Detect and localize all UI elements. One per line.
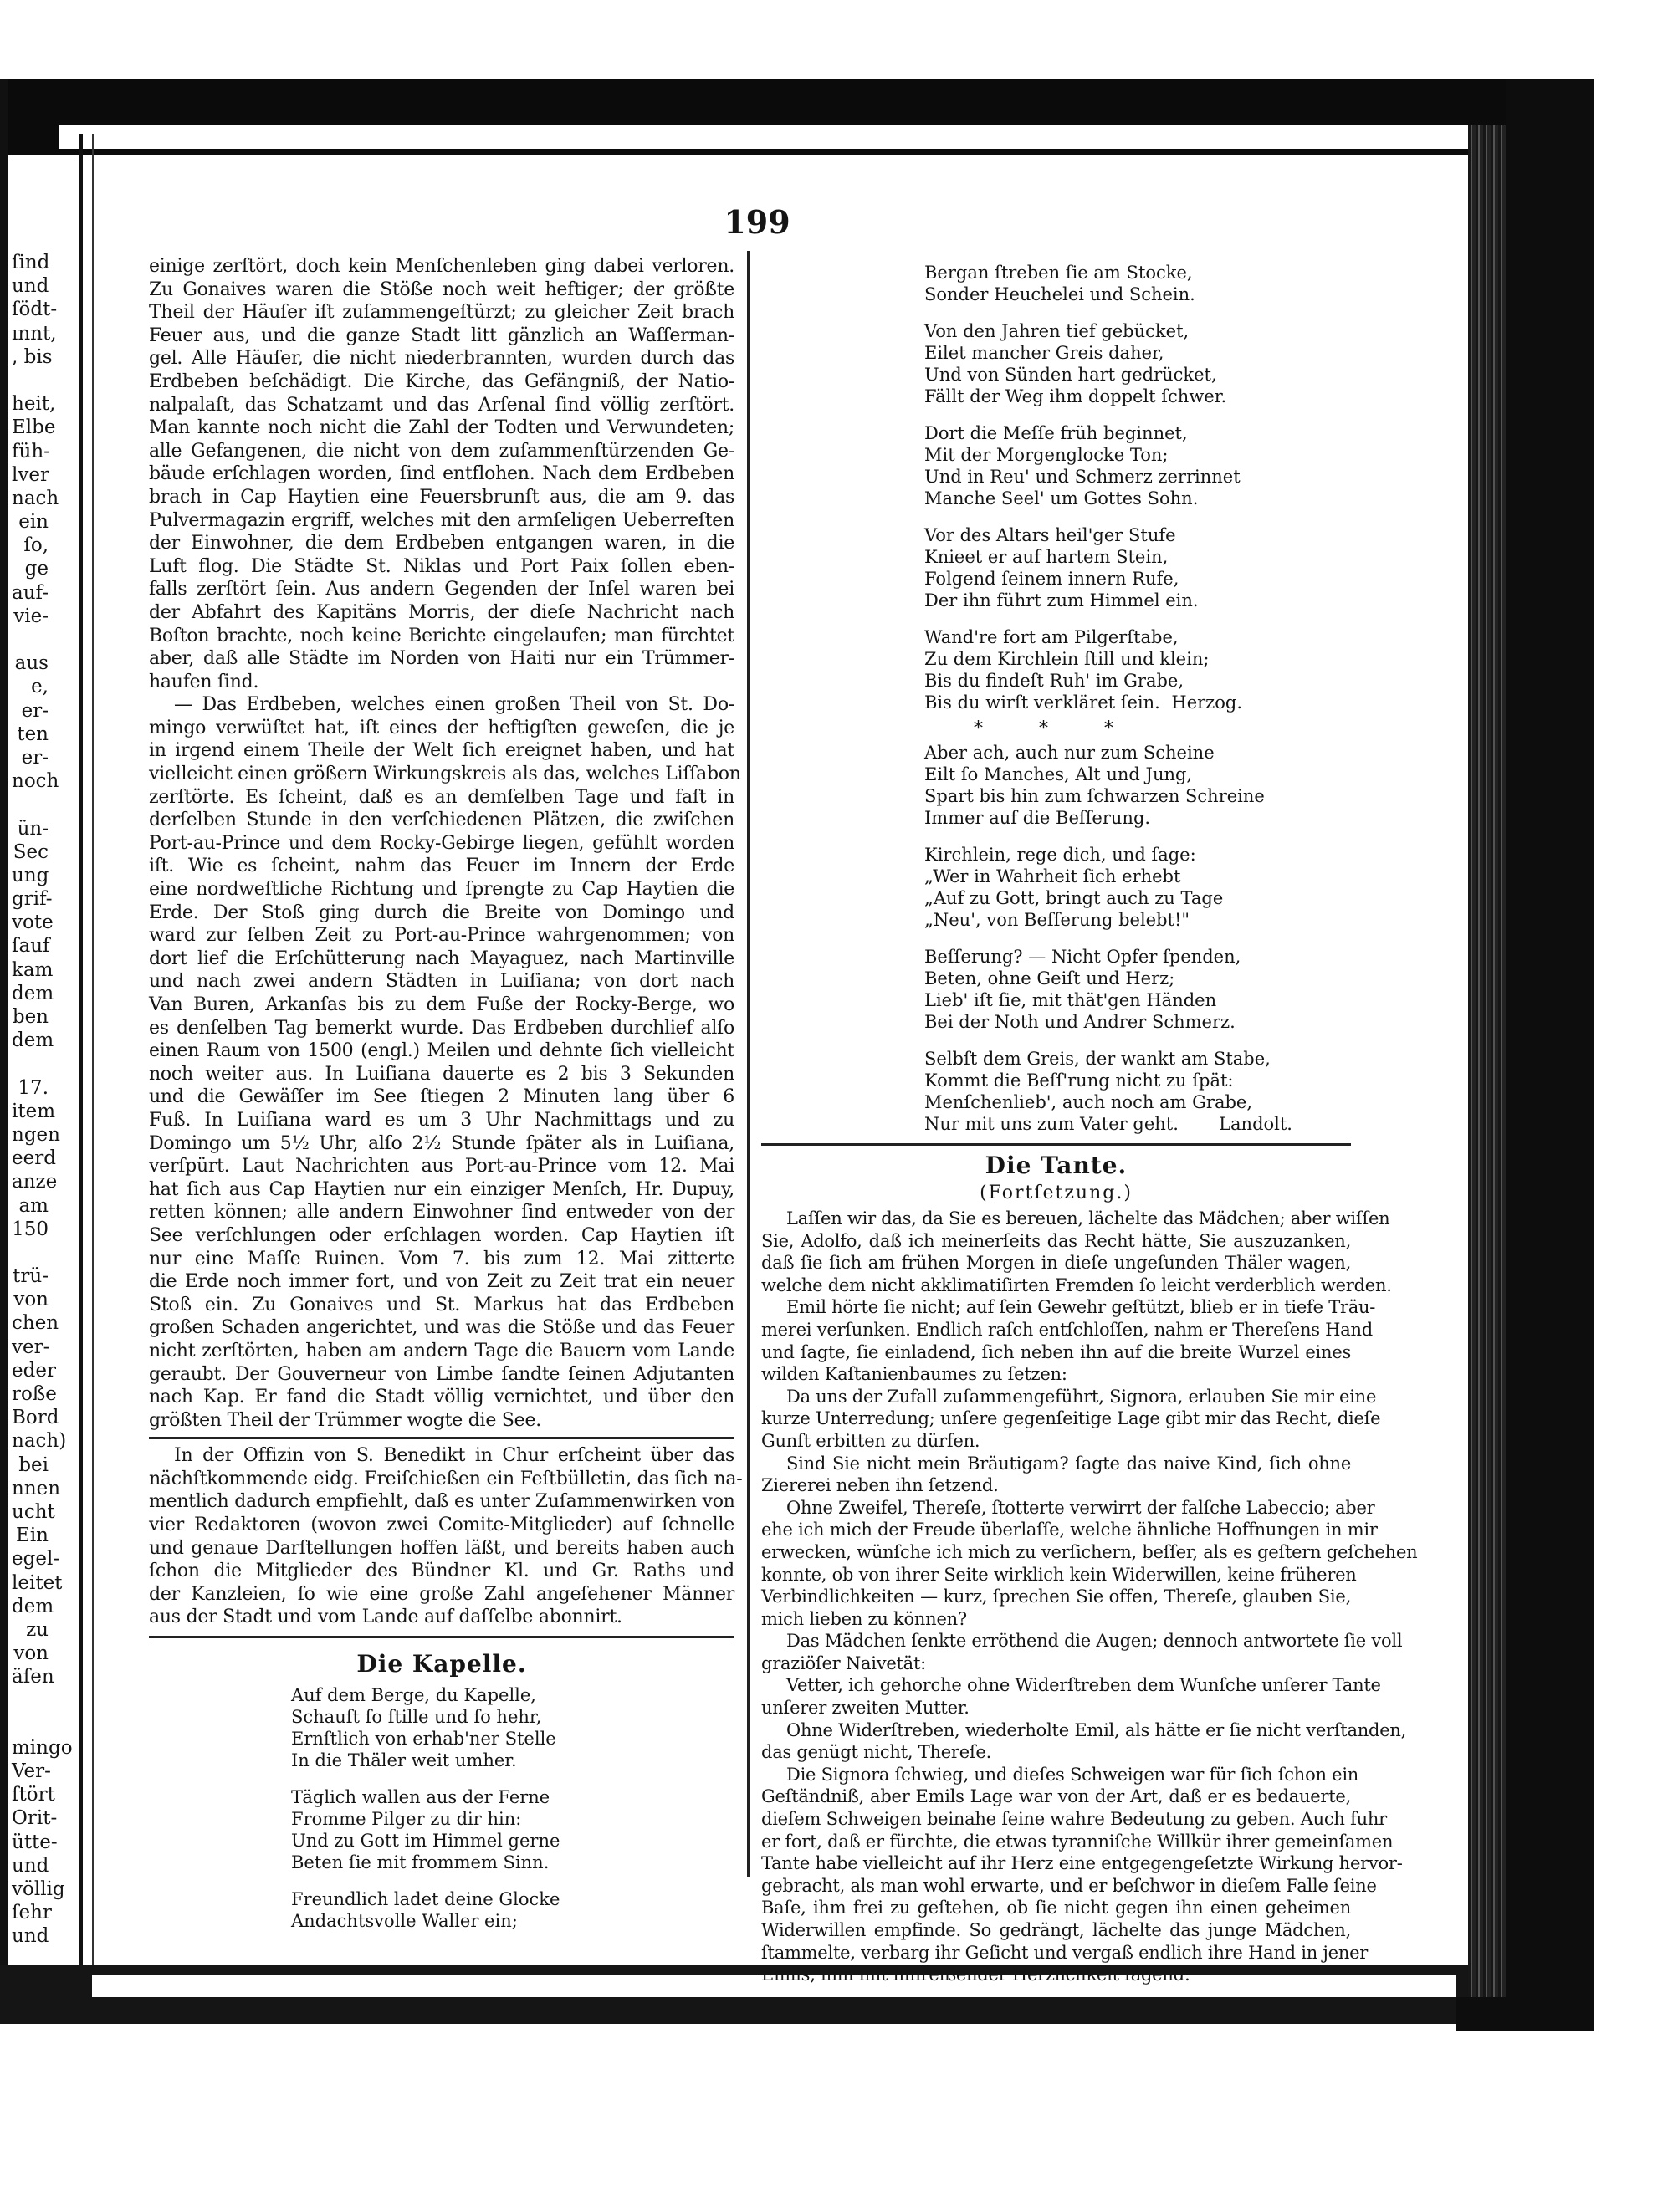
text-line: großen Schaden angerichtet, und was die Stöße und das Feuer <box>149 1317 734 1339</box>
text-line: alle Gefangenen, die nicht von dem zuſammenſtürzenden Ge- <box>149 440 734 462</box>
poem-line: Und von Sünden hart gedrücket, <box>924 365 1217 385</box>
poem-line: Dort die Meſſe früh beginnet, <box>924 423 1188 443</box>
prev-page-fragment: ſo, <box>23 534 49 557</box>
text-line: Laſſen wir das, da Sie es bereuen, lächelte das Mädchen; aber wiſſen <box>786 1208 1390 1229</box>
scan-corner <box>1456 1997 1594 2031</box>
stanza-gap <box>924 407 1351 422</box>
poem-line: Kommt die Beſſ'rung nicht zu ſpät: <box>924 1070 1234 1091</box>
text-line: dieſem Schweigen beinahe ſeine wahre Bedeutung zu geben. Auch fuhr <box>761 1809 1387 1830</box>
stanza-gap <box>924 509 1351 524</box>
text-line: unſerer zweiten Mutter. <box>761 1698 970 1719</box>
prev-page-fragment: item <box>12 1100 56 1122</box>
text-line: Port-au-Prince und dem Rocky-Gebirge liegen, gefühlt worden <box>149 832 734 854</box>
text-line: nicht zerſtörten, haben am andern Tage die Bauern vom Lande <box>149 1340 734 1361</box>
text-line: gel. Alle Häuſer, die nicht niederbrannten, wurden durch das <box>149 348 734 370</box>
text-line: Erdbeben beſchädigt. Die Kirche, das Gefängniß, der Natio- <box>149 370 734 392</box>
poem-line: Knieet er auf hartem Stein, <box>924 547 1169 567</box>
poem-line: Manche Seel' um Gottes Sohn. <box>924 488 1199 508</box>
poem-line: Folgend ſeinem innern Rufe, <box>924 569 1179 589</box>
stanza-gap <box>924 931 1351 946</box>
text-line: Theil der Häuſer iſt zuſammengeſtürzt; zu gleicher Zeit brach <box>149 302 734 324</box>
text-line: Tante habe vielleicht auf ihr Herz eine entgegengeſetzte Wirkung hervor- <box>761 1853 1403 1874</box>
prev-page-fragment: dem <box>12 982 54 1004</box>
prev-page-fragment: dem <box>12 1029 54 1052</box>
poem-line: Beten ſie mit frommem Sinn. <box>291 1852 550 1873</box>
prev-page-fragment <box>12 1713 49 1736</box>
poem-line: Zu dem Kirchlein ſtill und klein; <box>924 649 1210 669</box>
text-line: Van Buren, Arkanſas bis zu dem Fuße der Rocky-Berge, wo <box>149 994 734 1015</box>
prev-page-fragment: zu <box>26 1618 49 1641</box>
text-line: ſchon die Mitglieder des Bündner Kl. und Gr. Raths und <box>149 1561 734 1582</box>
prev-page-fragment <box>12 1241 49 1264</box>
prev-page-fragment: eerd <box>12 1147 56 1170</box>
text-line: Ohne Zweifel, Thereſe, ſtotterte verwirrt der falſche Labeccio; aber <box>786 1497 1375 1518</box>
poem-line: Auf dem Berge, du Kapelle, <box>291 1685 536 1706</box>
text-line: hat ſich aus Cap Haytien nur ein einziger Menſch, Hr. Dupuy, <box>149 1178 734 1200</box>
text-line: der Einwohner, die dem Erdbeben entgangen waren, in die <box>149 533 734 554</box>
poem-line: Menſchenlieb', auch noch am Grabe, <box>924 1092 1253 1112</box>
text-line: Das Mädchen ſenkte erröthend die Augen; dennoch antwortete ſie voll <box>786 1631 1403 1652</box>
prev-page-fragment: eder <box>12 1359 56 1382</box>
poem-line: Nur mit uns zum Vater geht. <box>924 1114 1179 1134</box>
earthquake-article <box>149 255 734 693</box>
book-gutter-line-thin <box>92 134 94 1986</box>
prev-page-fragment: ütte- <box>12 1831 58 1853</box>
prev-page-fragment: lver <box>12 463 49 486</box>
poem-line: Lieb' iſt ſie, mit thät'gen Händen <box>924 990 1217 1010</box>
section-rule <box>149 1437 734 1439</box>
prev-page-fragment: ſtört <box>12 1784 55 1806</box>
text-line: Geſtändniß, aber Emils Lage war von der Art, daß er es bedauerte, <box>761 1786 1351 1807</box>
text-line: Pulvermagazin ergriff, welches mit den armſeligen Ueberreſten <box>149 509 734 531</box>
prev-page-fragment: füh- <box>12 440 50 462</box>
text-line: und genaue Darſtellungen hoffen läßt, und bereits haben auch <box>149 1537 734 1559</box>
text-line: — Das Erdbeben, welches einen großen Theil von St. Do- <box>174 694 734 716</box>
separator-stars: * * * <box>974 718 1138 739</box>
text-line: iſt. Wie es ſcheint, nahm das Feuer im Innern der Erde <box>149 856 734 877</box>
poem-line: Aber ach, auch nur zum Scheine <box>924 743 1215 763</box>
text-line: Da uns der Zufall zuſammengeführt, Signora, erlauben Sie mir eine <box>786 1386 1377 1407</box>
prev-page-fragment: vie- <box>13 605 49 627</box>
text-line: graziöſer Naivetät: <box>761 1653 926 1673</box>
prev-page-fragment: und <box>12 275 49 298</box>
text-line: wilden Kaſtanienbaumes zu ſetzen: <box>761 1364 1067 1385</box>
poem-line: Spart bis hin zum ſchwarzen Schreine <box>924 786 1265 806</box>
prev-page-fragment: Bord <box>12 1407 59 1429</box>
text-line: brach in Cap Haytien eine Feuersbrunſt aus, die am 9. das <box>149 486 734 508</box>
poem-line: Sonder Heuchelei und Schein. <box>924 284 1195 304</box>
poem-line: Selbſt dem Greis, der wankt am Stabe, <box>924 1049 1271 1069</box>
prev-page-fragment: nach) <box>12 1430 67 1453</box>
prev-page-fragment: ün- <box>17 817 49 840</box>
prev-page-fragment: ınnt, <box>12 322 57 345</box>
text-line: Luft flog. Die Städte St. Niklas und Port Paix ſollen eben- <box>149 555 734 577</box>
text-line: einige zerſtört, doch kein Menſchenleben ging dabei verloren. <box>149 256 734 277</box>
text-line: Die Signora ſchwieg, und dieſes Schweigen war für ſich ſchon ein <box>786 1764 1359 1785</box>
prev-page-fragment: ben <box>12 1006 49 1028</box>
prev-page-fragment: ver- <box>12 1336 50 1358</box>
text-line: ehe ich mich der Freude überlaſſe, welche ähnliche Hoffnungen in mir <box>761 1520 1378 1540</box>
text-line: ſtammelte, verbarg ihr Geſicht und vergaß endlich ihre Hand in jener <box>761 1942 1369 1963</box>
text-line: haufen ſind. <box>149 671 259 692</box>
prev-page-fragment: ſödt- <box>12 299 58 321</box>
prev-page-fragment: trü- <box>13 1265 49 1288</box>
column-divider <box>747 251 750 1877</box>
prev-page-fragment: aus <box>14 652 49 675</box>
text-line: Feuer aus, und die ganze Stadt litt gänzlich an Waſſerman- <box>149 324 734 346</box>
poem-line: Der ihn führt zum Himmel ein. <box>924 590 1199 610</box>
prev-page-fragment: e, <box>31 676 49 698</box>
prev-page-fragment: , bis <box>12 345 53 368</box>
prev-page-fragment: ſind <box>12 252 50 273</box>
poem-line: Beſſerung? — Nicht Opfer ſpenden, <box>924 947 1241 967</box>
prev-page-fragment <box>12 1052 49 1075</box>
prev-page-fragment: auf- <box>12 581 49 604</box>
poem-line: Von den Jahren tief gebücket, <box>924 321 1190 341</box>
text-line: es denſelben Tag bemerkt wurde. Das Erdbeben durchlief alſo <box>149 1017 734 1039</box>
text-line: nalpalaſt, das Schatzamt und das Arſenal ſind völlig zerſtört. <box>149 394 734 416</box>
prev-page-fragment: völlig <box>12 1877 65 1900</box>
text-line: merei verſunken. Endlich raſch entſchloſſen, nahm er Thereſens Hand <box>761 1319 1373 1340</box>
prev-page-fragment: grif- <box>12 888 53 911</box>
poem-line: Eilet mancher Greis daher, <box>924 343 1164 363</box>
poem-line: „Auf zu Gott, bringt auch zu Tage <box>924 888 1224 908</box>
stanza-gap <box>291 1771 734 1786</box>
previous-page-column <box>12 251 73 1948</box>
text-line: dort lief die Erſchütterung nach Mayaguez, nach Martinville <box>149 948 734 969</box>
page-number: 199 <box>724 203 790 241</box>
prev-page-fragment: nach <box>12 487 59 509</box>
prev-page-fragment: am <box>18 1194 49 1217</box>
text-line: der Kanzleien, ſo wie eine große Zahl angeſehener Männer <box>149 1583 734 1605</box>
prev-page-fragment: Orit- <box>12 1807 58 1830</box>
poem-line: Freundlich ladet deine Glocke <box>291 1889 560 1910</box>
text-line: Sind Sie nicht mein Bräutigam? ſagte das naive Kind, ſich ohne <box>786 1453 1351 1474</box>
text-line: falls zerſtört ſein. Aus andern Gegenden der Inſel waren bei <box>149 579 734 600</box>
poem-author: Landolt. <box>1219 1114 1292 1134</box>
prev-page-fragment <box>12 369 49 392</box>
text-line: Baſe, ihm frei zu geſtehen, ob ſie nicht gegen ihn einen geheimen <box>761 1898 1351 1918</box>
prev-page-fragment: dem <box>12 1595 54 1617</box>
text-line: Vetter, ich gehorche ohne Widerſtreben dem Wunſche unſerer Tante <box>786 1675 1381 1696</box>
text-line: Verbindlichkeiten — kurz, ſprechen Sie offen, Thereſe, glauben Sie, <box>761 1586 1351 1607</box>
prev-page-fragment: äſen <box>12 1666 54 1688</box>
text-line: retten können; alle andern Einwohner ſind entweder von der <box>149 1202 734 1223</box>
poem-line: „Neu', von Beſſerung belebt!" <box>924 910 1190 930</box>
text-line: See verſchlungen oder erſchlagen worden. Cap Haytien iſt <box>149 1224 734 1246</box>
text-line: vielleicht einen größern Wirkungskreis als das, welches Liſſabon <box>149 764 741 785</box>
text-line: nur eine Maſſe Ruinen. Vom 7. bis zum 12. Mai zitterte <box>149 1248 734 1269</box>
prev-page-fragment: mingo <box>12 1736 73 1759</box>
poem-line: Fällt der Weg ihm doppelt ſchwer. <box>924 386 1227 406</box>
prev-page-fragment: vote <box>12 912 54 934</box>
scan-top-border-inner <box>59 125 1589 149</box>
text-line: nach Kap. Er fand die Stadt völlig vernichtet, und über den <box>149 1387 734 1408</box>
prev-page-fragment: ten <box>17 723 49 745</box>
poem-line: Bis du wirſt verkläret ſein. <box>924 692 1160 713</box>
poem-second <box>761 742 1351 1113</box>
prev-page-fragment: kam <box>12 958 54 981</box>
poem-line: Bei der Noth und Andrer Schmerz. <box>924 1012 1236 1032</box>
prev-page-fragment: noch <box>12 770 59 793</box>
prev-page-fragment: ngen <box>12 1123 60 1146</box>
prev-page-fragment: von <box>13 1289 49 1311</box>
text-line: mentlich dadurch empfiehlt, daß es unter Zuſammenwirken von <box>149 1491 735 1513</box>
prev-page-fragment: egel- <box>12 1548 60 1571</box>
poem-line: Mit der Morgenglocke Ton; <box>924 445 1169 465</box>
text-line: Boſton brachte, noch keine Berichte eingelaufen; man fürchtet <box>149 625 734 646</box>
earthquake-article-continued <box>149 693 741 1432</box>
poem-line: Immer auf die Beſſerung. <box>924 808 1151 828</box>
stanza-gap <box>291 1873 734 1888</box>
text-line: größten Theil der Trümmer wogte die See. <box>149 1409 541 1431</box>
poem-continuation <box>761 262 1351 713</box>
text-line: Emils, ihm mit hinreißender Herzlichkeit ſagend: <box>761 1964 1190 1985</box>
text-line: mingo verwüſtet hat, iſt eines der heftigſten geweſen, die je <box>149 717 734 738</box>
prev-page-fragment: er- <box>21 746 49 769</box>
text-line: bäude erſchlagen worden, ſind entflohen. Nach dem Erdbeben <box>149 463 734 485</box>
poem-line: Vor des Altars heil'ger Stufe <box>924 525 1176 545</box>
book-page-edges <box>1468 125 1508 1999</box>
text-line: Widerwillen empfinde. So gedrängt, lächelte das junge Mädchen, <box>761 1920 1351 1940</box>
stanza-gap <box>924 1033 1351 1048</box>
prev-page-fragment: von <box>13 1642 49 1665</box>
prev-page-fragment: Ein <box>16 1525 49 1547</box>
prev-page-fragment: chen <box>12 1312 59 1335</box>
prev-page-fragment: er- <box>21 699 49 722</box>
scan-right-border <box>1506 79 1594 2028</box>
poem-line: Ernſtlich von erhab'ner Stelle <box>291 1729 556 1750</box>
story-subtitle: (Fortſetzung.) <box>980 1183 1133 1203</box>
text-line: Man kannte noch nicht die Zahl der Todten und Verwundeten; <box>149 417 734 439</box>
prev-page-fragment: bei <box>18 1453 49 1476</box>
text-line: einen Raum von 1500 (engl.) Meilen und dehnte ſich vielleicht <box>149 1040 734 1062</box>
poem-line: Und zu Gott im Himmel gerne <box>291 1831 560 1852</box>
scan-left-edge <box>0 79 8 1978</box>
prev-page-fragment: ein <box>18 511 49 534</box>
prev-page-fragment: ung <box>12 864 49 886</box>
story-die-tante <box>761 1208 1418 1986</box>
stanza-gap <box>924 611 1351 626</box>
text-line: und nach zwei andern Städten in Luiſiana; von dort nach <box>149 971 734 993</box>
poem-line: Kirchlein, rege dich, und ſage: <box>924 845 1196 865</box>
poem-line: Eilt ſo Manches, Alt und Jung, <box>924 764 1193 784</box>
stanza-gap <box>924 829 1351 844</box>
prev-page-fragment <box>12 793 49 816</box>
text-line: Zu Gonaives waren die Stöße noch weit heftiger; der größte <box>149 278 734 300</box>
prev-page-fragment: 150 <box>12 1218 49 1240</box>
prev-page-fragment: und <box>12 1854 49 1877</box>
text-line: er fort, daß er fürchte, die etwas tyranniſche Willkür ihrer gemeinſamen <box>761 1831 1394 1852</box>
book-gutter-line <box>79 134 83 1986</box>
prev-page-fragment: ſauf <box>12 935 50 958</box>
stanza-gap <box>924 305 1351 320</box>
text-line: Erde. Der Stoß ging durch die Breite von Domingo und <box>149 902 734 923</box>
text-line: das genügt nicht, Thereſe. <box>761 1742 992 1763</box>
poem-line: Wand're fort am Pilgerſtabe, <box>924 627 1179 647</box>
text-line: Ziererei neben ihn ſetzend. <box>761 1475 999 1496</box>
story-title: Die Tante. <box>985 1152 1128 1179</box>
prev-page-fragment: leitet <box>12 1571 63 1594</box>
prev-page-fragment: Sec <box>13 840 49 863</box>
poem-line: Bis du findeſt Ruh' im Grabe, <box>924 671 1184 691</box>
text-line: Domingo um 5½ Uhr, alſo 2½ Stunde ſpäter als in Luiſiana, <box>149 1132 734 1154</box>
text-line: konnte, ob von ihrer Seite wirklich kein Widerwillen, keine früheren <box>761 1564 1357 1585</box>
text-line: daß ſie ſich am frühen Morgen in dieſe ungeſunden Thäler wagen, <box>761 1253 1351 1274</box>
text-line: kurze Unterredung; unſere gegenſeitige Lage gibt mir das Recht, dieſe <box>761 1408 1381 1429</box>
text-line: Sie, Adolfo, daß ich meinerſeits das Recht hätte, Sie auszuzanken, <box>761 1230 1351 1251</box>
prev-page-fragment: heit, <box>12 393 56 416</box>
text-line: in irgend einem Theile der Welt ſich ereignet haben, und hat <box>149 740 734 762</box>
poem-line: Bergan ſtreben ſie am Stocke, <box>924 263 1193 283</box>
poem-line: Andachtsvolle Waller ein; <box>291 1911 518 1932</box>
section-double-rule <box>149 1636 734 1642</box>
prev-page-fragment: ge <box>24 558 49 580</box>
poem-line: „Wer in Wahrheit ſich erhebt <box>924 866 1181 886</box>
prev-page-fragment: roße <box>12 1383 57 1405</box>
poem-second-last-row <box>761 1113 1351 1135</box>
festbulletin-notice <box>149 1444 743 1629</box>
prev-page-fragment: 17. <box>18 1076 49 1099</box>
text-line: der Abfahrt des Kapitäns Morris, der dieſe Nachricht nach <box>149 601 734 623</box>
text-line: welche dem nicht akklimatiſirten Fremden ſo leicht verderblich werden. <box>761 1275 1392 1295</box>
text-line: nächſtkommende eidg. Freiſchießen ein Feſtbülletin, das ſich na- <box>149 1468 743 1489</box>
prev-page-fragment: Ver- <box>12 1760 51 1782</box>
text-line: aus der Stadt und vom Lande auf daſſelbe abonnirt. <box>149 1607 622 1628</box>
text-line: Gunſt erbitten zu dürfen. <box>761 1430 980 1451</box>
prev-page-fragment: ucht <box>12 1500 55 1523</box>
text-line: derſelben Stunde in den verſchiedenen Plätzen, die zwiſchen <box>149 810 734 831</box>
text-line: eine nordweſtliche Richtung und ſprengte zu Cap Haytien die <box>149 879 734 901</box>
prev-page-fragment: anze <box>12 1171 58 1193</box>
prev-page-fragment <box>12 1688 49 1712</box>
prev-page-fragment <box>12 628 49 651</box>
text-line: noch weiter aus. In Luiſiana dauerte es 2 bis 3 Sekunden <box>149 1063 734 1085</box>
prev-page-fragment: Elbe <box>12 416 56 439</box>
text-line: und die Gewäſſer im See ſtiegen 2 Minuten lang über 6 <box>149 1086 734 1108</box>
poem-line: Beten, ohne Geiſt und Herz; <box>924 968 1175 989</box>
poem-title: Die Kapelle. <box>356 1650 527 1678</box>
text-line: zerſtörte. Es ſcheint, daß es an demſelben Tage und faſt in <box>149 786 734 808</box>
text-line: In der Offizin von S. Benedikt in Chur erſcheint über das <box>174 1445 734 1467</box>
right-column <box>761 255 1418 1986</box>
poem-author: Herzog. <box>1171 692 1242 713</box>
text-line: und ſagte, ſie einladend, ſich neben ihn auf die breite Wurzel eines <box>761 1341 1351 1362</box>
text-line: Fuß. In Luiſiana ward es um 3 Uhr Nachmittags und zu <box>149 1109 734 1131</box>
text-line: verſpürt. Laut Nachrichten aus Port-au-Prince vom 12. Mai <box>149 1156 734 1178</box>
text-line: Ohne Widerſtreben, wiederholte Emil, als hätte er ſie nicht verſtanden, <box>786 1719 1407 1740</box>
text-line: vier Redaktoren (wovon zwei Comite-Mitglieder) auf ſchnelle <box>149 1515 734 1536</box>
text-line: ward zur ſelben Zeit zu Port-au-Prince wahrgenommen; von <box>149 925 734 947</box>
prev-page-fragment: und <box>12 1925 49 1948</box>
section-rule <box>761 1143 1351 1146</box>
poem-line: In die Thäler weit umher. <box>291 1750 517 1771</box>
prev-page-fragment: ſehr <box>12 1902 52 1924</box>
text-line: geraubt. Der Gouverneur von Limbe ſandte ſeinen Adjutanten <box>149 1363 734 1385</box>
poem-line: Täglich wallen aus der Ferne <box>291 1787 550 1808</box>
text-line: mich lieben zu können? <box>761 1608 967 1629</box>
text-line: die Erde noch immer fort, und von Zeit zu Zeit trat ein neuer <box>149 1271 734 1293</box>
poem-line: Schauſt ſo ſtille und ſo hehr, <box>291 1707 542 1728</box>
poem-line: Fromme Pilger zu dir hin: <box>291 1809 522 1830</box>
prev-page-fragment: nnen <box>12 1477 61 1499</box>
text-line: Stoß ein. Zu Gonaives und St. Markus hat das Erdbeben <box>149 1294 734 1315</box>
left-column <box>149 255 743 1932</box>
poem-line: Und in Reu' und Schmerz zerrinnet <box>924 467 1241 487</box>
text-line: Emil hörte ſie nicht; auf ſein Gewehr geſtützt, blieb er in tiefe Träu- <box>786 1297 1376 1318</box>
poem-die-kapelle <box>149 1684 734 1932</box>
text-line: aber, daß alle Städte im Norden von Haiti nur ein Trümmer- <box>149 648 734 670</box>
text-line: gebracht, als man wohl erwarte, und er beſchwor in dieſem Falle ſeine <box>761 1875 1377 1896</box>
text-line: erwecken, wünſche ich mich zu verſichern, beſſer, als es geſtern geſchehen <box>761 1541 1418 1562</box>
